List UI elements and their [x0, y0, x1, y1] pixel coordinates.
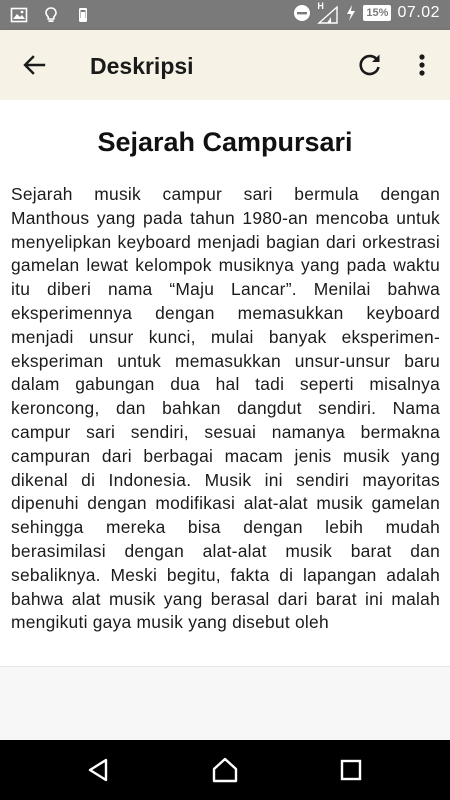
app-bar — [0, 30, 450, 100]
status-bar — [0, 0, 450, 30]
nav-back-button[interactable] — [86, 757, 112, 783]
clock: 07.02 — [397, 4, 440, 21]
back-triangle-icon — [86, 757, 112, 783]
article-title: Sejarah Campursari — [97, 127, 353, 157]
back-arrow-icon — [20, 50, 50, 80]
dnd-icon — [293, 4, 311, 22]
charging-icon — [345, 4, 357, 22]
page-title: Deskripsi — [90, 53, 194, 79]
nav-recents-button[interactable] — [338, 757, 364, 783]
bottom-panel — [0, 666, 450, 741]
status-bar-notifications — [10, 6, 92, 24]
network-type-label: H — [317, 1, 324, 11]
battery-level: 15% — [363, 5, 391, 21]
nav-home-button[interactable] — [212, 757, 238, 783]
phone-icon — [74, 6, 92, 24]
article-content[interactable] — [0, 100, 450, 666]
bulb-icon — [42, 6, 60, 24]
status-bar-system — [293, 1, 440, 22]
back-button[interactable] — [20, 50, 50, 80]
image-icon — [10, 6, 28, 24]
recents-icon — [338, 757, 364, 783]
more-vert-icon — [410, 50, 434, 80]
refresh-button[interactable] — [356, 51, 384, 79]
signal-icon — [317, 1, 339, 22]
article-body: Sejarah musik campur sari bermula dengan Manthous yang pada tahun 1980-an mencoba untuk menyelipkan keyboard menjadi bagian dari orkestrasi gamelan lewat kelompok musiknya yang pada waktu itu diberi nama “Maju Lancar”. Menilai bahwa eksperimennya dengan memasukkan keyboard menjadi unsur kunci, mulai banyak eksperimen-eksperiman untuk memasukkan unsur-unsur baru dalam gabungan dua hal tadi seperti misalnya keroncong, dan bahkan dangdut sendiri. Nama campur sari sendiri, sesuai namanya bermakna campuran dari berbagai macam jenis musik yang dikenal di Indonesia. Musik ini sendiri mayoritas dipenuhi dengan modifikasi alat-alat musik gamelan sehingga mereka bisa dengan lebih mudah berasimilasi dengan alat-alat musik barat dan sebaliknya. Meski begitu, fakta di lapangan adalah bahwa alat musik yang berasal dari barat ini malah mengikuti gaya musik yang disebut oleh — [11, 184, 440, 633]
system-nav-bar — [0, 740, 450, 800]
overflow-menu-button[interactable] — [410, 50, 434, 80]
refresh-icon — [356, 51, 384, 79]
home-icon — [212, 757, 238, 783]
